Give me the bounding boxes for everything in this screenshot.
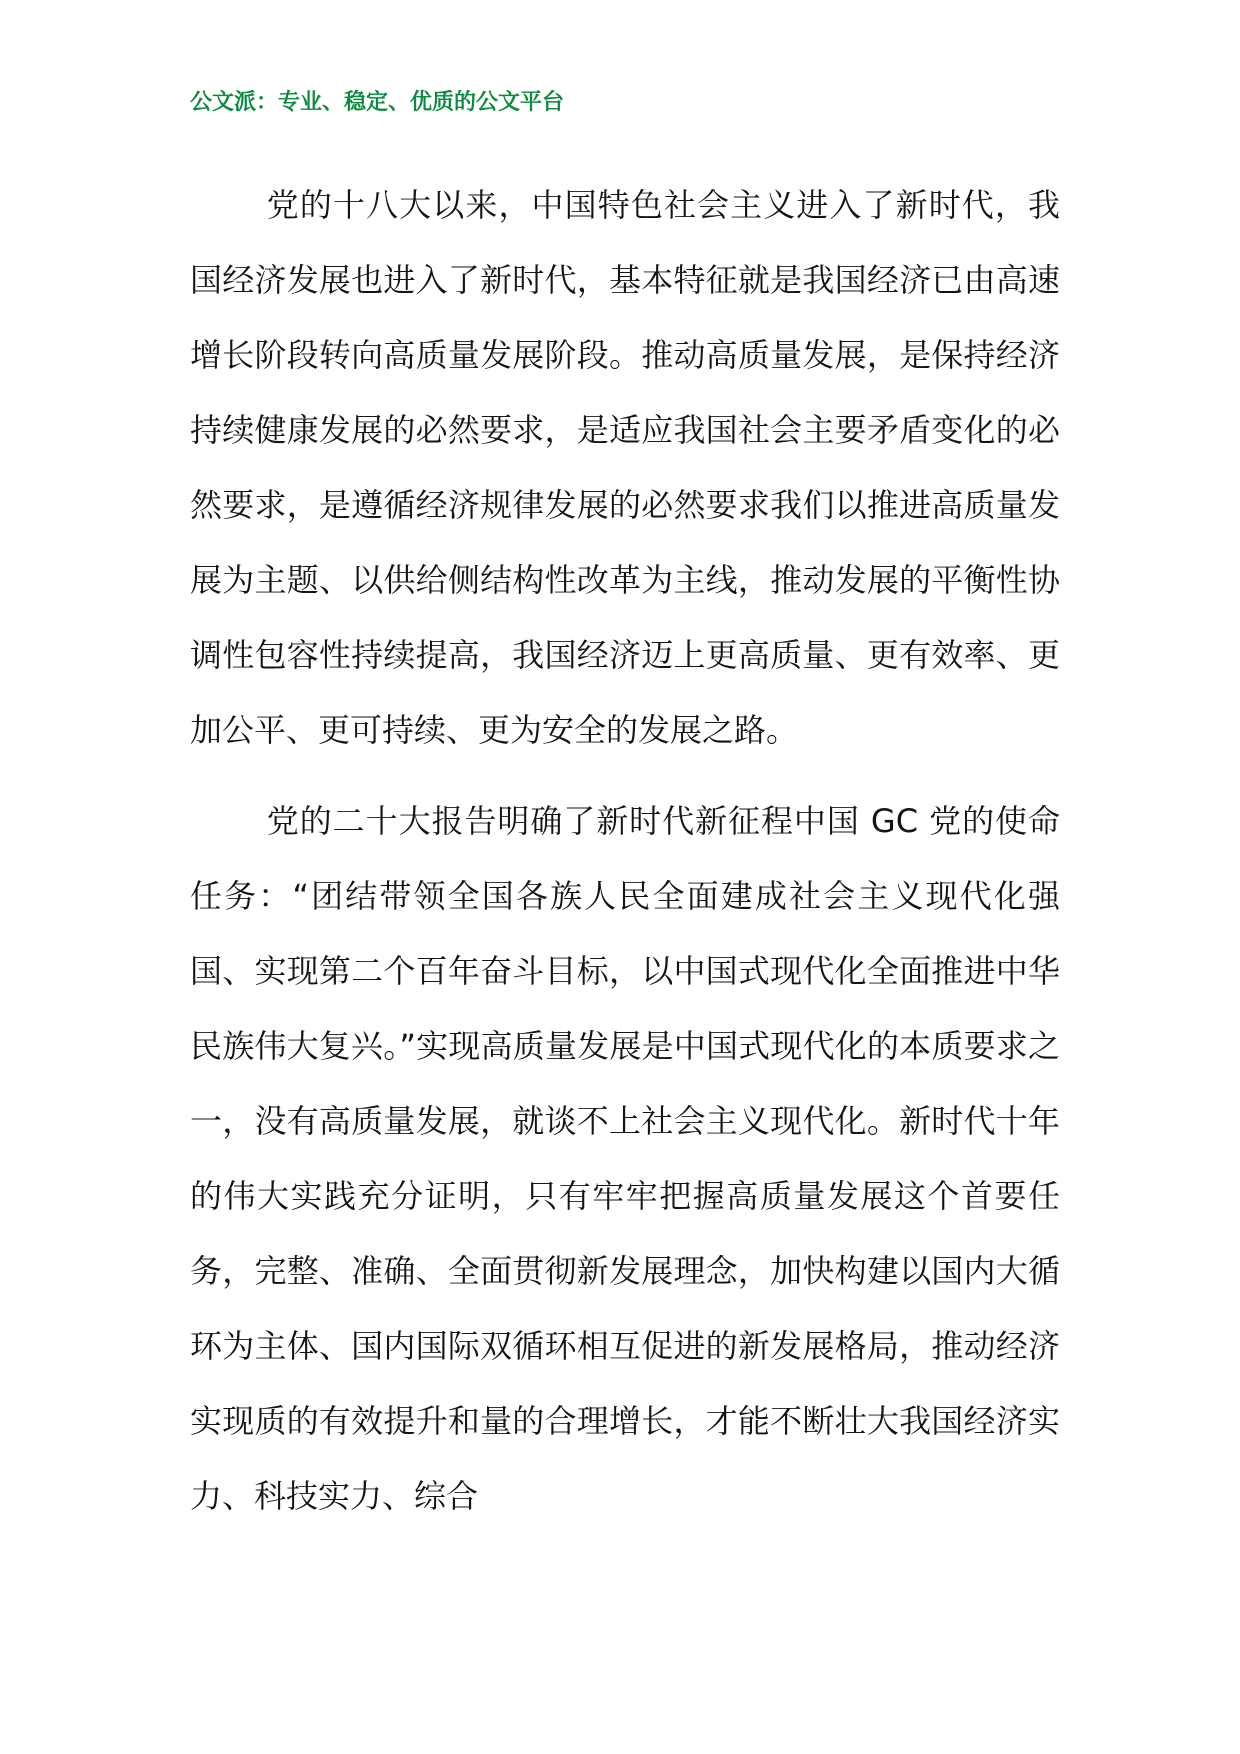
document-body	[190, 168, 1060, 1550]
paragraph-1: 党的十八大以来，中国特色社会主义进入了新时代，我国经济发展也进入了新时代，基本特征就是我国经济已由高速增长阶段转向高质量发展阶段。推动高质量发展，是保持经济持续健康发展的必然要求，是适应我国社会主要矛盾变化的必然要求，是遵循经济规律发展的必然要求我们以推进高质量发展为主题、以供给侧结构性改革为主线，推动发展的平衡性协调性包容性持续提高，我国经济迈上更高质量、更有效率、更加公平、更可持续、更为安全的发展之路。	[190, 186, 1060, 749]
site-header-slogan: 公文派：专业、稳定、优质的公文平台	[190, 90, 565, 115]
paragraph-2: 党的二十大报告明确了新时代新征程中国 GC 党的使命任务：“团结带领全国各族人民全面建成社会主义现代化强国、实现第二个百年奋斗目标，以中国式现代化全面推进中华民族伟大复兴。”实现高质量发展是中国式现代化的本质要求之一，没有高质量发展，就谈不上社会主义现代化。新时代十年的伟大实践充分证明，只有牢牢把握高质量发展这个首要任务，完整、准确、全面贯彻新发展理念，加快构建以国内大循环为主体、国内国际双循环相互促进的新发展格局，推动经济实现质的有效提升和量的合理增长，才能不断壮大我国经济实力、科技实力、综合	[190, 802, 1060, 1515]
